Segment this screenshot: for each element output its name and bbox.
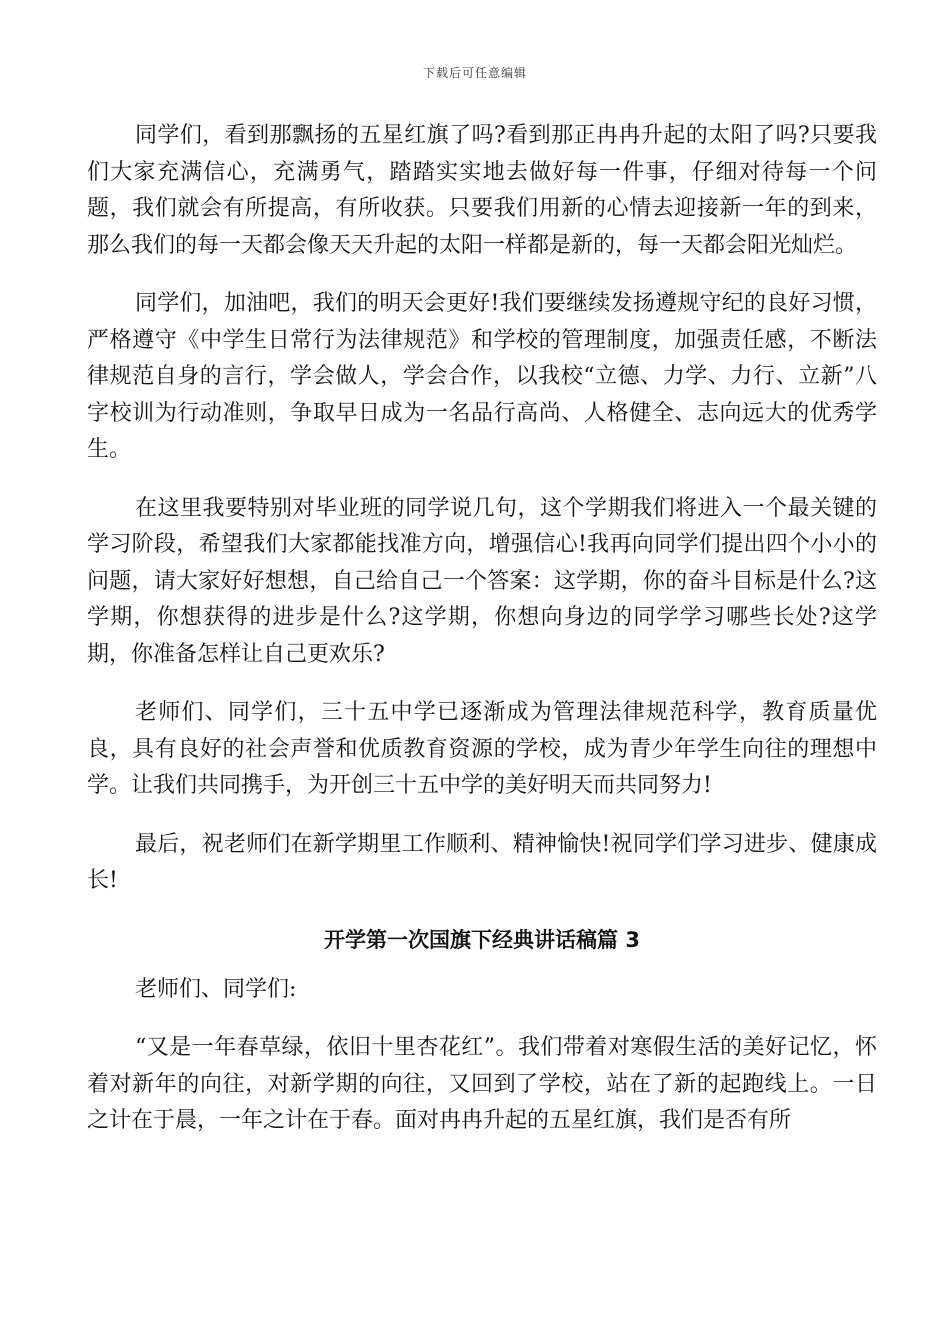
paragraph-graduating-class: 在这里我要特别对毕业班的同学说几句，这个学期我们将进入一个最关键的学习阶段，希望我们大家都能找准方向，增强信心!我再向同学们提出四个小小的问题，请大家好好想想，自己给自己一个答案：这学期，你的奋斗目标是什么?这学期，你想获得的进步是什么?这学期，你想向身边的同学学习哪些长处?这学期，你准备怎样让自己更欢乐? bbox=[87, 495, 877, 667]
paragraph-flag-sun: 同学们，看到那飘扬的五星红旗了吗?看到那正冉冉升起的太阳了吗?只要我们大家充满信心，充满勇气，踏踏实实地去做好每一件事，仔细对待每一个问题，我们就会有所提高，有所收获。只要我们用新的心情去迎接新一年的到来，那么我们的每一天都会像天天升起的太阳一样都是新的，每一天都会阳光灿烂。 bbox=[87, 123, 877, 258]
document-body bbox=[87, 118, 877, 1140]
paragraph-school-reputation: 老师们、同学们，三十五中学已逐渐成为管理法律规范科学，教育质量优良，具有良好的社会声誉和优质教育资源的学校，成为青少年学生向往的理想中学。让我们共同携手，为开创三十五中学的美好明天而共同努力! bbox=[87, 700, 877, 798]
paragraph-salutation: 老师们、同学们: bbox=[135, 976, 297, 1002]
page-header-note: 下载后可任意编辑 bbox=[422, 66, 527, 80]
paragraph-good-habits: 同学们，加油吧，我们的明天会更好!我们要继续发扬遵规守纪的良好习惯，严格遵守《中学生日常行为法律规范》和学校的管理制度，加强责任感，不断法律规范自身的言行，学会做人，学会合作，以我校“立德、力学、力行、立新”八字校训为行动准则，争取早日成为一名品行高尚、人格健全、志向远大的优秀学生。 bbox=[87, 291, 877, 462]
section-heading: 开学第一次国旗下经典讲话稿篇 3 bbox=[324, 927, 640, 952]
paragraph-closing-wishes: 最后，祝老师们在新学期里工作顺利、精神愉快!祝同学们学习进步、健康成长! bbox=[87, 831, 877, 893]
paragraph-spring-intro: “又是一年春草绿，依旧十里杏花红”。我们带着对寒假生活的美好记忆，怀着对新年的向往，对新学期的向往，又回到了学校，站在了新的起跑线上。一日之计在于晨，一年之计在于春。面对冉冉升起的五星红旗，我们是否有所 bbox=[87, 1035, 877, 1133]
